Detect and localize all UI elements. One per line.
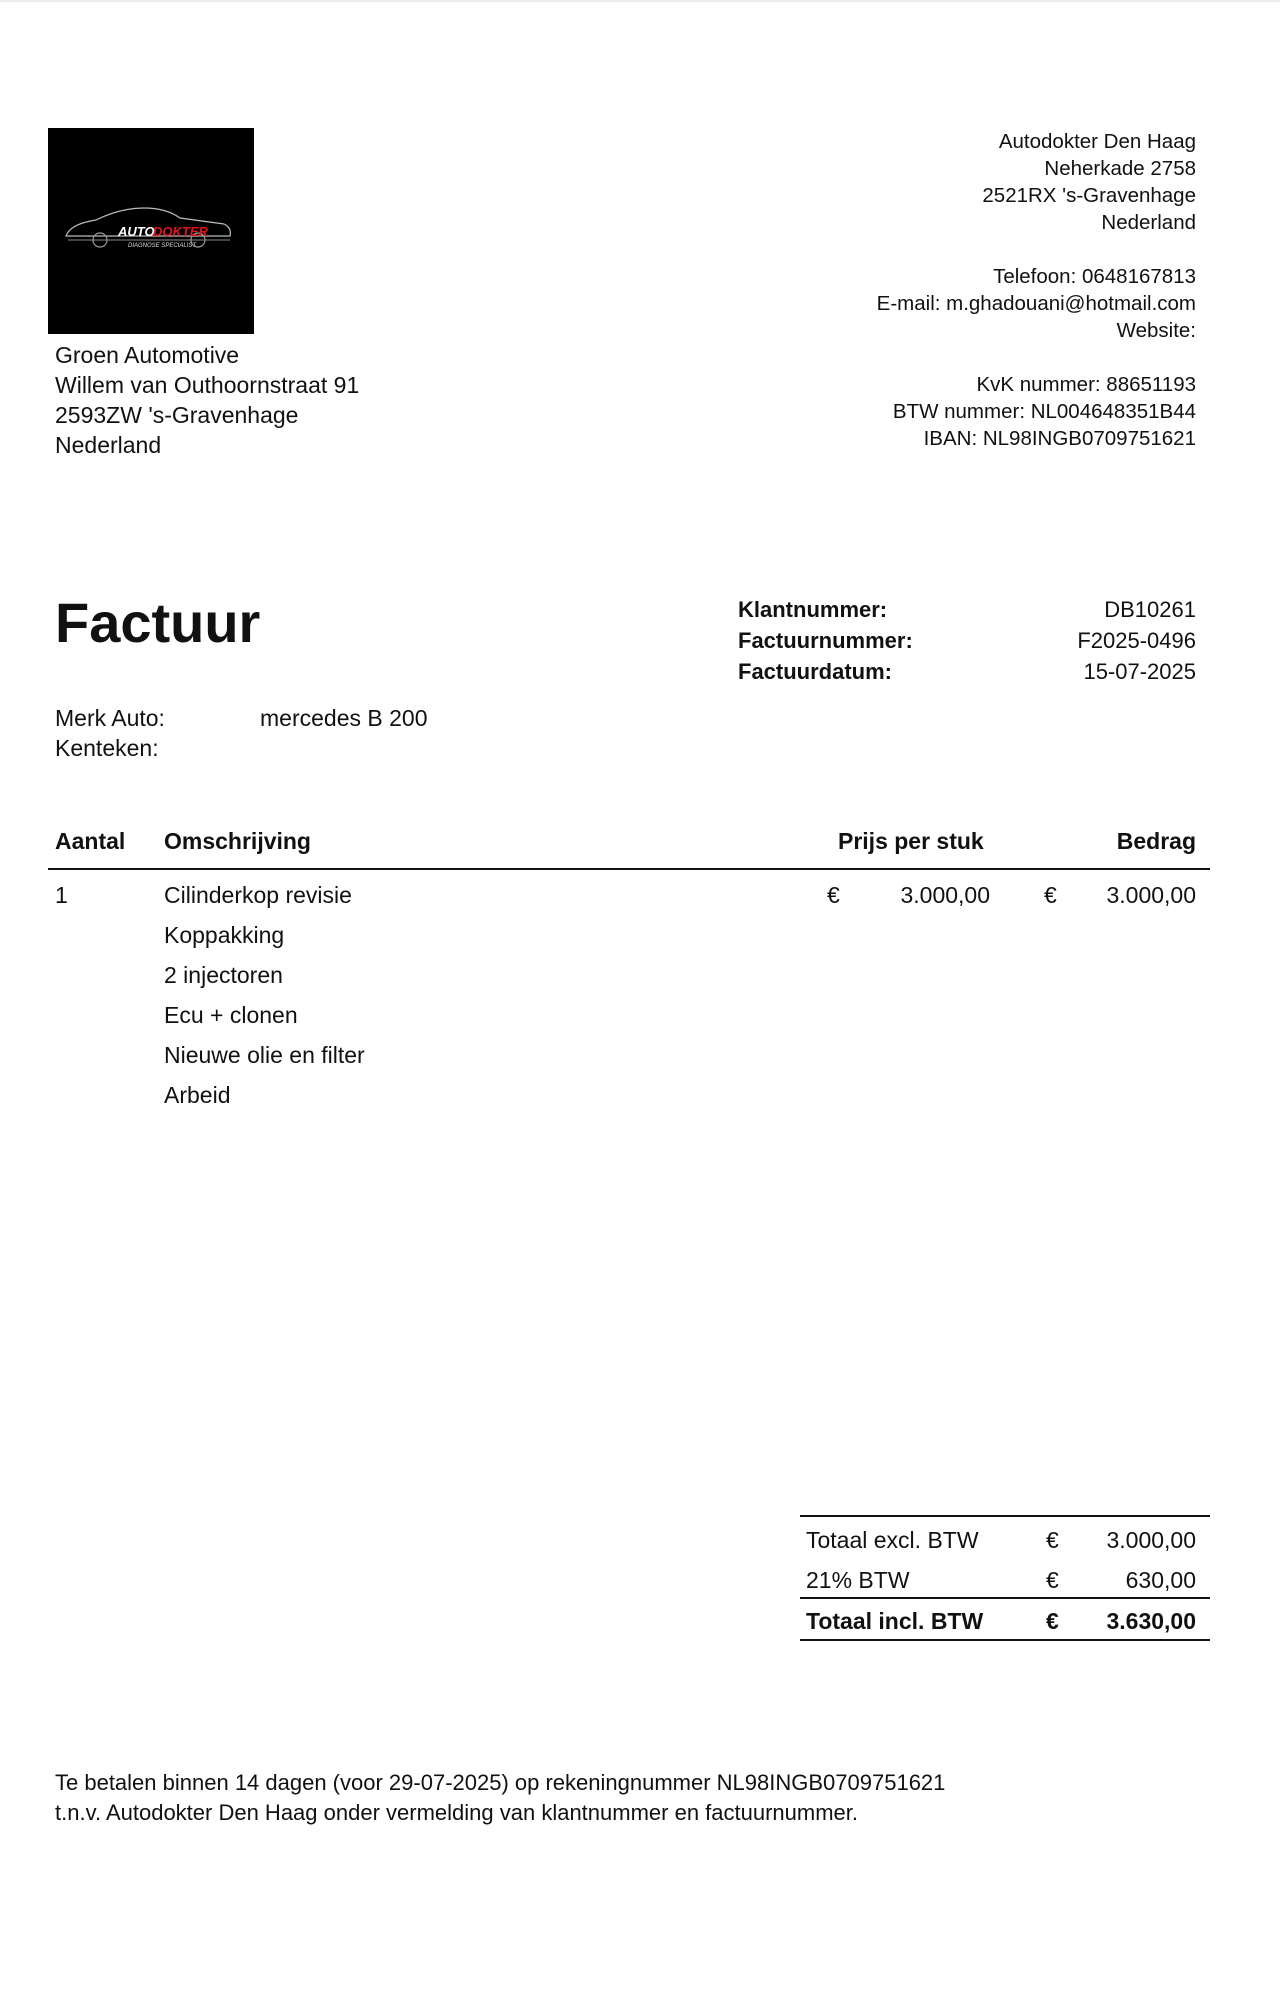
table-row	[48, 1082, 1210, 1122]
meta-label: Klantnummer:	[738, 597, 888, 622]
payment-terms	[55, 1768, 945, 1828]
logo-brand-part2: DOKTER	[153, 224, 208, 239]
total-incl-currency: €	[1046, 1608, 1059, 1634]
total-excl-label: Totaal excl. BTW	[806, 1527, 979, 1553]
invoice-title: Factuur	[55, 591, 261, 654]
company-city: 2521RX 's-Gravenhage	[982, 184, 1196, 207]
company-iban: IBAN: NL98INGB0709751621	[923, 427, 1196, 450]
row-description: Arbeid	[164, 1082, 231, 1108]
company-country: Nederland	[1101, 211, 1196, 234]
top-border	[0, 0, 1280, 2]
company-name: Autodokter Den Haag	[998, 130, 1196, 153]
meta-row-invoice-number	[738, 625, 1196, 656]
payment-terms-line2: t.n.v. Autodokter Den Haag onder vermelding van klantnummer en factuurnummer.	[55, 1800, 859, 1825]
company-logo	[48, 128, 254, 334]
car-plate-label: Kenteken:	[55, 735, 159, 761]
payment-terms-line1: Te betalen binnen 14 dagen (voor 29-07-2025) op rekeningnummer NL98INGB0709751621	[55, 1770, 946, 1795]
spacer	[676, 236, 1196, 263]
company-website: Website:	[1116, 319, 1196, 342]
row-amount: 3.000,00	[1106, 882, 1196, 908]
meta-row-customer-number	[738, 594, 1196, 625]
table-body	[48, 882, 1210, 1122]
company-info	[676, 128, 1196, 452]
header-qty: Aantal	[55, 828, 126, 854]
row-price-currency: €	[827, 882, 840, 908]
table-header	[48, 824, 1210, 868]
row-amount-currency: €	[1044, 882, 1057, 908]
total-incl-value: 3.630,00	[1106, 1608, 1196, 1634]
table-row	[48, 1042, 1210, 1082]
total-excl-value: 3.000,00	[1106, 1527, 1196, 1553]
client-name: Groen Automotive	[55, 342, 240, 368]
total-incl-row	[800, 1608, 1210, 1648]
company-street: Neherkade 2758	[1044, 157, 1196, 180]
table-row	[48, 1002, 1210, 1042]
client-street: Willem van Outhoornstraat 91	[55, 372, 360, 398]
company-phone: Telefoon: 0648167813	[993, 265, 1196, 288]
company-email: E-mail: m.ghadouani@hotmail.com	[876, 292, 1196, 315]
vat-currency: €	[1046, 1567, 1059, 1593]
row-description: Koppakking	[164, 922, 285, 948]
row-description: Nieuwe olie en filter	[164, 1042, 365, 1068]
header-divider	[48, 868, 1210, 870]
totals-mid-line	[800, 1597, 1210, 1599]
row-description: 2 injectoren	[164, 962, 283, 988]
logo-tagline: DIAGNOSE SPECIALIST	[128, 243, 197, 249]
client-address	[55, 340, 359, 460]
table-row	[48, 962, 1210, 1002]
vat-row	[800, 1567, 1210, 1607]
company-kvk: KvK nummer: 88651193	[976, 373, 1196, 396]
row-unit-price: 3.000,00	[900, 882, 990, 908]
row-qty: 1	[55, 882, 68, 908]
row-description: Ecu + clonen	[164, 1002, 298, 1028]
meta-row-invoice-date	[738, 656, 1196, 687]
row-description: Cilinderkop revisie	[164, 882, 352, 908]
vat-label: 21% BTW	[806, 1567, 910, 1593]
spacer	[676, 344, 1196, 371]
line-items-table	[48, 824, 1210, 1108]
meta-value: DB10261	[1104, 597, 1196, 622]
car-silhouette-icon	[48, 128, 254, 334]
meta-value: F2025-0496	[1077, 628, 1196, 653]
header-description: Omschrijving	[164, 828, 311, 854]
table-row	[48, 882, 1210, 922]
total-excl-currency: €	[1046, 1527, 1059, 1553]
car-brand-label: Merk Auto:	[55, 705, 165, 731]
car-info	[55, 703, 427, 763]
car-brand-row	[55, 703, 427, 733]
company-btw: BTW nummer: NL004648351B44	[892, 400, 1196, 423]
car-brand-value: mercedes B 200	[260, 705, 428, 731]
header-amount: Bedrag	[1116, 828, 1196, 854]
vat-value: 630,00	[1125, 1567, 1196, 1593]
meta-value: 15-07-2025	[1083, 659, 1196, 684]
logo-brand-part1: AUTO	[118, 224, 155, 239]
header-unit-price: Prijs per stuk	[838, 828, 984, 854]
total-excl-row	[800, 1527, 1210, 1567]
car-plate-row	[55, 733, 427, 763]
table-row	[48, 922, 1210, 962]
meta-label: Factuurnummer:	[738, 628, 913, 653]
totals-bottom-line	[800, 1639, 1210, 1641]
invoice-meta	[738, 594, 1196, 687]
meta-label: Factuurdatum:	[738, 659, 892, 684]
client-city: 2593ZW 's-Gravenhage	[55, 402, 299, 428]
total-incl-label: Totaal incl. BTW	[806, 1608, 984, 1634]
client-country: Nederland	[55, 432, 162, 458]
totals-top-line	[800, 1515, 1210, 1517]
